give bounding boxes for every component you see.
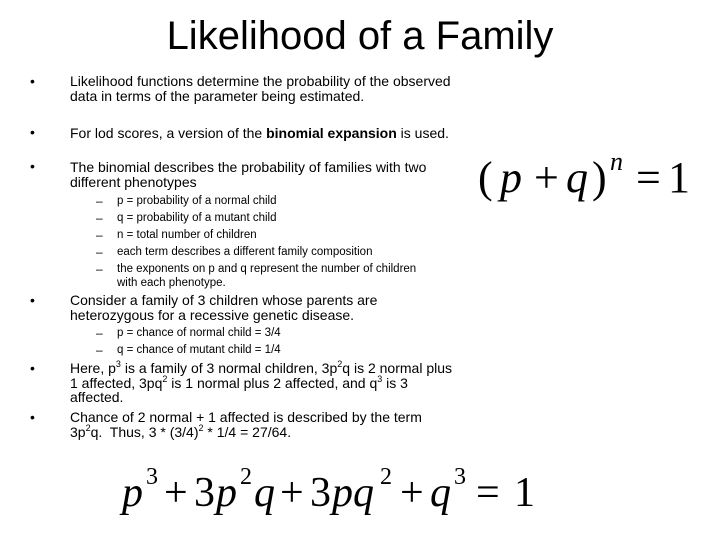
svg-text:): )	[592, 153, 607, 202]
binomial-expansion-term: binomial expansion	[266, 125, 397, 141]
binomial-expansion-formula	[118, 460, 558, 522]
svg-text:1: 1	[514, 470, 535, 516]
subbullet-p-definition: p = probability of a normal child	[117, 195, 277, 207]
bullet-text-family-terms: Here, $p^3$ is a family of 3 normal children, $3p^2q$ is 2 normal plus 1 affected, $3pq^2$ is 1 normal plus 2 affected, and $q^3$ is 3 affected.	[70, 359, 452, 405]
svg-text:n: n	[610, 148, 623, 176]
svg-text:(: (	[478, 153, 493, 202]
slide-title: Likelihood of a Family	[166, 14, 554, 58]
svg-text:=: =	[636, 153, 661, 202]
bullet-marker: •	[30, 73, 35, 89]
svg-text:q: q	[566, 153, 588, 202]
dash-marker: –	[96, 343, 103, 357]
svg-text:3: 3	[310, 470, 331, 516]
subbullet-exponents: the exponents on p and q represent the number of children with each phenotype.	[117, 263, 417, 289]
bullet-marker: •	[30, 158, 35, 174]
subbullet-term-description: each term describes a different family composition	[117, 246, 373, 258]
bullet-marker: •	[30, 124, 35, 140]
svg-text:+: +	[400, 470, 424, 516]
svg-text:2: 2	[380, 464, 392, 490]
dash-marker: –	[96, 262, 103, 276]
svg-text:q: q	[430, 470, 451, 516]
bullet-text-binomial-describes: The binomial describes the probability of families with two different phenotypes	[70, 159, 427, 190]
dash-marker: –	[96, 228, 103, 242]
subbullet-p-chance: p = chance of normal child = 3/4	[117, 327, 281, 339]
bullet-text-lod-scores: For lod scores, a version of the binomial expansion is used.	[70, 125, 449, 141]
subbullet-q-definition: q = probability of a mutant child	[117, 212, 277, 224]
bullet-marker: •	[30, 360, 35, 376]
svg-text:2: 2	[240, 464, 252, 490]
binomial-formula	[478, 148, 693, 210]
dash-marker: –	[96, 211, 103, 225]
svg-text:pq: pq	[332, 470, 374, 516]
svg-text:q: q	[254, 470, 275, 516]
svg-text:p: p	[500, 153, 522, 202]
bullet-marker: •	[30, 292, 35, 308]
dash-marker: –	[96, 194, 103, 208]
svg-text:+: +	[280, 470, 304, 516]
subbullet-n-definition: n = total number of children	[117, 229, 257, 241]
dash-marker: –	[96, 326, 103, 340]
svg-text:+: +	[164, 470, 188, 516]
svg-text:p: p	[122, 470, 143, 516]
bullet-text-consider-family: Consider a family of 3 children whose parents are heterozygous for a recessive genetic disease.	[70, 292, 378, 323]
svg-text:1: 1	[668, 153, 690, 202]
svg-text:p: p	[216, 470, 237, 516]
bullet-marker: •	[30, 409, 35, 425]
svg-text:3: 3	[454, 464, 466, 490]
subbullet-q-chance: q = chance of mutant child = 1/4	[117, 344, 281, 356]
dash-marker: –	[96, 245, 103, 259]
svg-text:3: 3	[146, 464, 158, 490]
svg-text:+: +	[534, 153, 559, 202]
svg-text:3: 3	[194, 470, 215, 516]
bullet-text-likelihood: Likelihood functions determine the probability of the observed data in terms of the parameter being estimated.	[70, 73, 451, 104]
bullet-text-chance: Chance of 2 normal + 1 affected is described by the term $3p^2q$. Thus, $3 * (3/4)^2 * 1/4 = 27/64$.	[70, 409, 422, 440]
svg-text:=: =	[476, 470, 500, 516]
